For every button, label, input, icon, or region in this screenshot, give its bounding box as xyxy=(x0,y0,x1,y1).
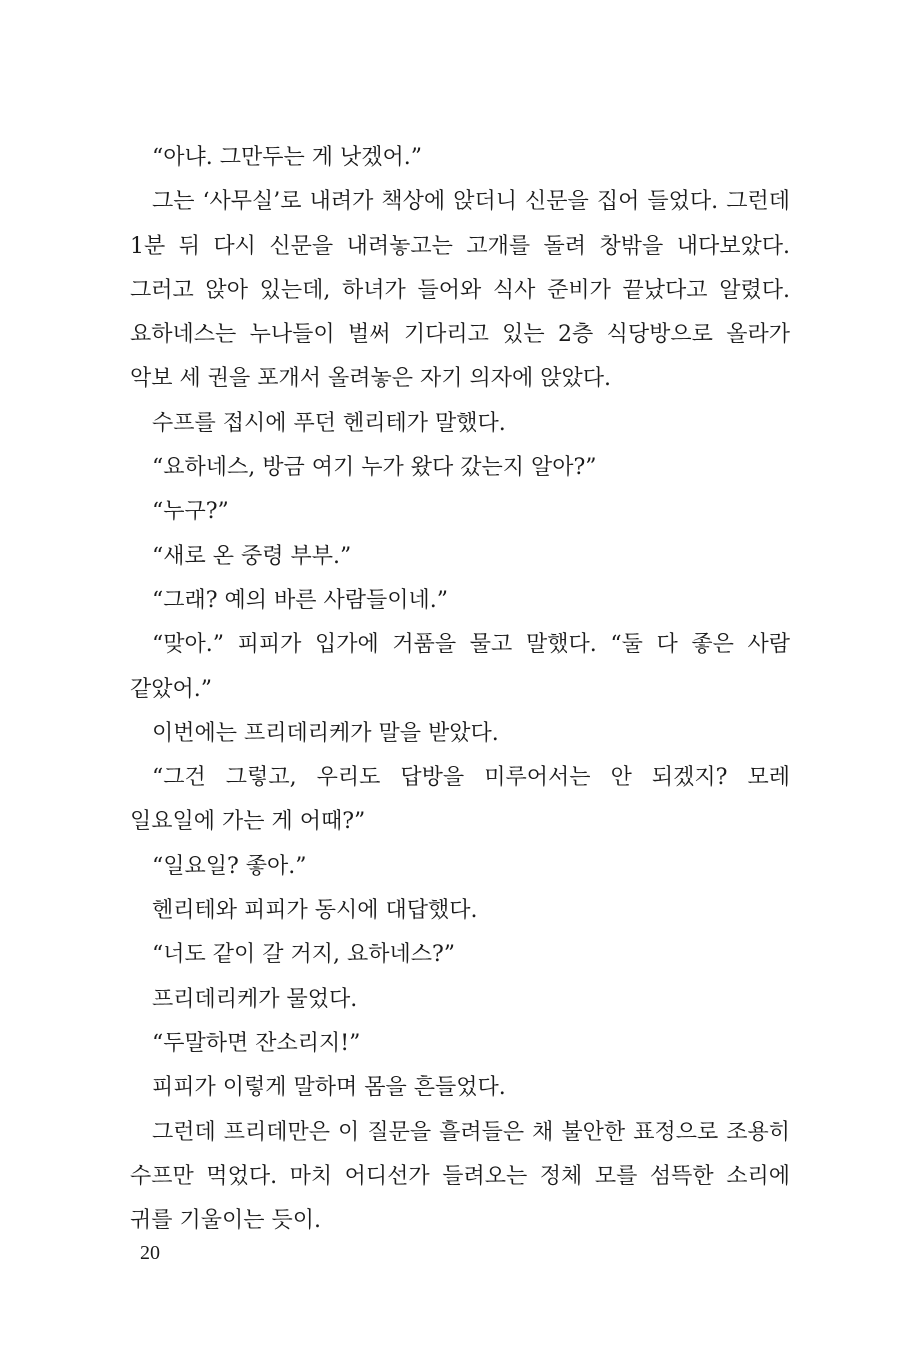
paragraph-6: “새로 온 중령 부부.” xyxy=(152,543,352,569)
paragraph-12: 헨리테와 피피가 동시에 대답했다. xyxy=(152,898,478,924)
paragraph-15: “두말하면 잔소리지!” xyxy=(152,1030,361,1056)
paragraph-9: 이번에는 프리데리케가 말을 받았다. xyxy=(152,720,499,746)
paragraph-11: “일요일? 좋아.” xyxy=(152,853,307,879)
paragraph-1: “아냐. 그만두는 게 낫겠어.” xyxy=(152,145,422,170)
paragraph-16: 피피가 이렇게 말하며 몸을 흔들었다. xyxy=(152,1075,506,1101)
paragraph-5: “누구?” xyxy=(152,499,229,525)
paragraph-13: “너도 같이 갈 거지, 요하네스?” xyxy=(152,942,456,968)
body-text xyxy=(130,136,790,1243)
paragraph-8: “맞아.” 피피가 입가에 거품을 물고 말했다. “둘 다 좋은 사람 같았어.” xyxy=(130,632,790,702)
paragraph-17: 그런데 프리데만은 이 질문을 흘려들은 채 불안한 표정으로 조용히 수프만 먹었다. 마치 어디선가 들려오는 정체 모를 섬뜩한 소리에 귀를 기울이는 듯이. xyxy=(130,1119,790,1234)
paragraph-4: “요하네스, 방금 여기 누가 왔다 갔는지 알아?” xyxy=(152,455,597,481)
paragraph-3: 수프를 접시에 푸던 헨리테가 말했다. xyxy=(152,410,506,436)
page-number: 20 xyxy=(140,1242,160,1264)
paragraph-10: “그건 그렇고, 우리도 답방을 미루어서는 안 되겠지? 모레 일요일에 가는 게 어때?” xyxy=(130,765,790,835)
paragraph-2: 그는 ‘사무실’로 내려가 책상에 앉더니 신문을 집어 들었다. 그런데 1분 뒤 다시 신문을 내려놓고는 고개를 돌려 창밖을 내다보았다. 그러고 앉아 있는데, 하녀가 들어와 식사 준비가 끝났다고 알렸다. 요하네스는 누나들이 벌써 기다리고 있는 2층 식당방으로 올라가 악보 세 권을 포개서 올려놓은 자기 의자에 앉았다. xyxy=(130,189,790,392)
paragraph-7: “그래? 예의 바른 사람들이네.” xyxy=(152,587,449,613)
paragraph-14: 프리데리케가 물었다. xyxy=(152,986,358,1012)
